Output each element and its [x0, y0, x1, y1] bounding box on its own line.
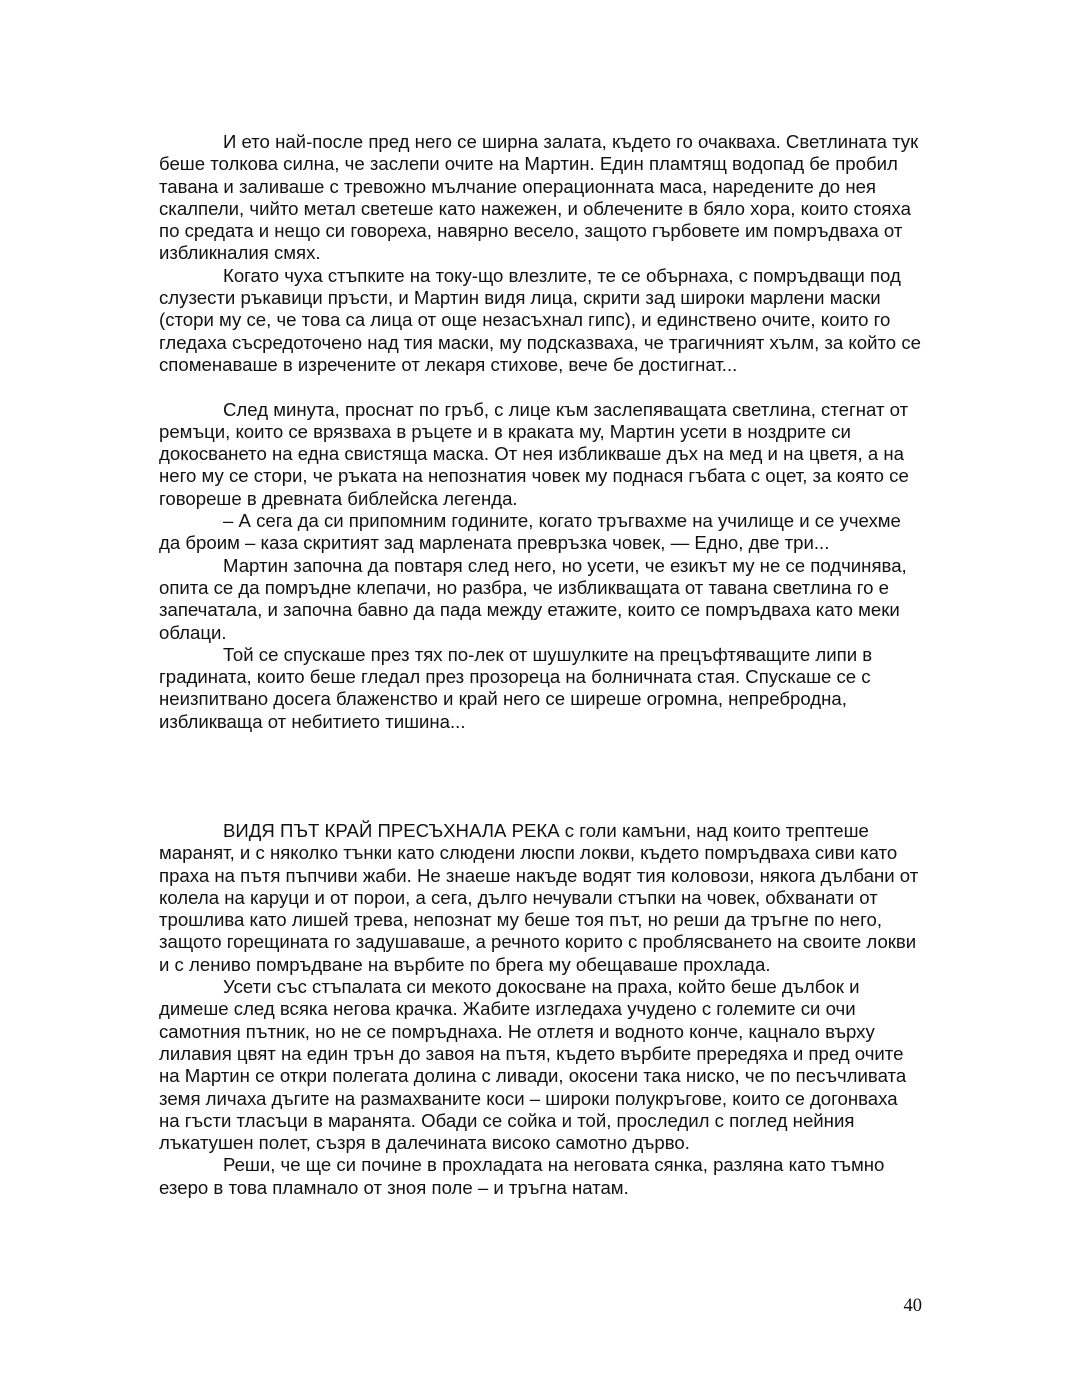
page-number: 40 [903, 1296, 922, 1316]
dialogue-paragraph: – А сега да си припомним годините, когато тръгвахме на училище и се учехме да броим – каза скритият зад марлената превръзка човек, — Едно, две три... [159, 510, 901, 554]
paragraph: След минута, проснат по гръб, с лице към заслепяващата светлина, стегнат от ремъци, които се врязваха в ръцете и в краката му, Мартин усети в ноздрите си докосването на една свистяща маска. От нея избликваше дъх на мед и на цветя, а на него му се стори, че ръката на непознатия човек му поднася гъбата с оцет, за която се говореше в древната библейска легенда. [159, 398, 909, 509]
section-opening-paragraph: ВИДЯ ПЪТ КРАЙ ПРЕСЪХНАЛА РЕКА с голи камъни, над които трептеше маранят, и с няколко тънки като слюдени люспи локви, където помръдваха сиви като праха на пътя пъпчиви жаби. Не знаеше накъде водят тия коловози, някога дълбани от колела на каруци и от порои, а сега, дълго нечували стъпки на човек, обхванати от трошлива като лишей трева, непознат му беше тоя път, но реши да тръгне по него, защото горещината го задушаваше, а речното корито с проблясването на своите локви и с лениво помръдване на върбите по брега му обещаваше прохлада. [159, 820, 919, 975]
paragraph: Реши, че ще си почине в прохладата на неговата сянка, разляна като тъмно езеро в това пламнало от зноя поле – и тръгна натам. [159, 1154, 885, 1198]
paragraph: Когато чуха стъпките на току-що влезлите, те се обърнаха, с помръдващи под слузести ръкавици пръсти, и Мартин видя лица, скрити зад широки марлени маски (стори му се, че това са лица от още незасъхнал гипс), и единствено очите, които го гледаха съсредоточено над тия маски, му подсказваха, че трагичният хълм, за който се споменаваше в изречените от лекаря стихове, вече бе достигнат... [159, 264, 921, 375]
paragraph: И ето най-после пред него се ширна залата, където го очакваха. Светлината тук беше толкова силна, че заслепи очите на Мартин. Един пламтящ водопад бе пробил тавана и заливаше с тревожно мълчание операционната маса, наредените до нея скалпели, чийто метал светеше като нажежен, и облечените в бяло хора, които стояха по средата и нещо си говореха, навярно весело, защото гърбовете им помръдваха от избликналия смях. [159, 131, 919, 264]
paragraph: Усети със стъпалата си мекото докосване на праха, който беше дълбок и димеше след всяка негова крачка. Жабите изгледаха учудено с големите си очи самотния пътник, но не се помръднаха. Не отлетя и водното конче, кацнало върху лилавия цвят на един трън до завоя на пътя, където върбите прередяха и пред очите на Мартин се откри полегата долина с ливади, окосени така ниско, че по песъчливата земя личаха дъгите на размахваните коси – широки полукръгове, които се догонваха на гъсти тласъци в маранята. Обади се сойка и той, проследил с поглед нейния лъкатушен полет, съзря в далечината високо самотно дърво. [159, 976, 907, 1154]
body-text-section-2 [159, 820, 921, 1199]
paragraph-gap [159, 376, 921, 398]
body-text [159, 131, 921, 733]
paragraph: Той се спускаше през тях по-лек от шушулките на прецъфтяващите липи в градината, които беше гледал през прозореца на болничната стая. Спускаше се с неизпитвано досега блаженство и край него се ширеше огромна, непребродна, избликваща от небитието тишина... [159, 643, 873, 732]
paragraph: Мартин започна да повтаря след него, но усети, че езикът му не се подчинява, опита се да помръдне клепачи, но разбра, че избликващата от тавана светлина го е запечатала, и започна бавно да пада между етажите, които се помръдваха като меки облаци. [159, 554, 907, 643]
